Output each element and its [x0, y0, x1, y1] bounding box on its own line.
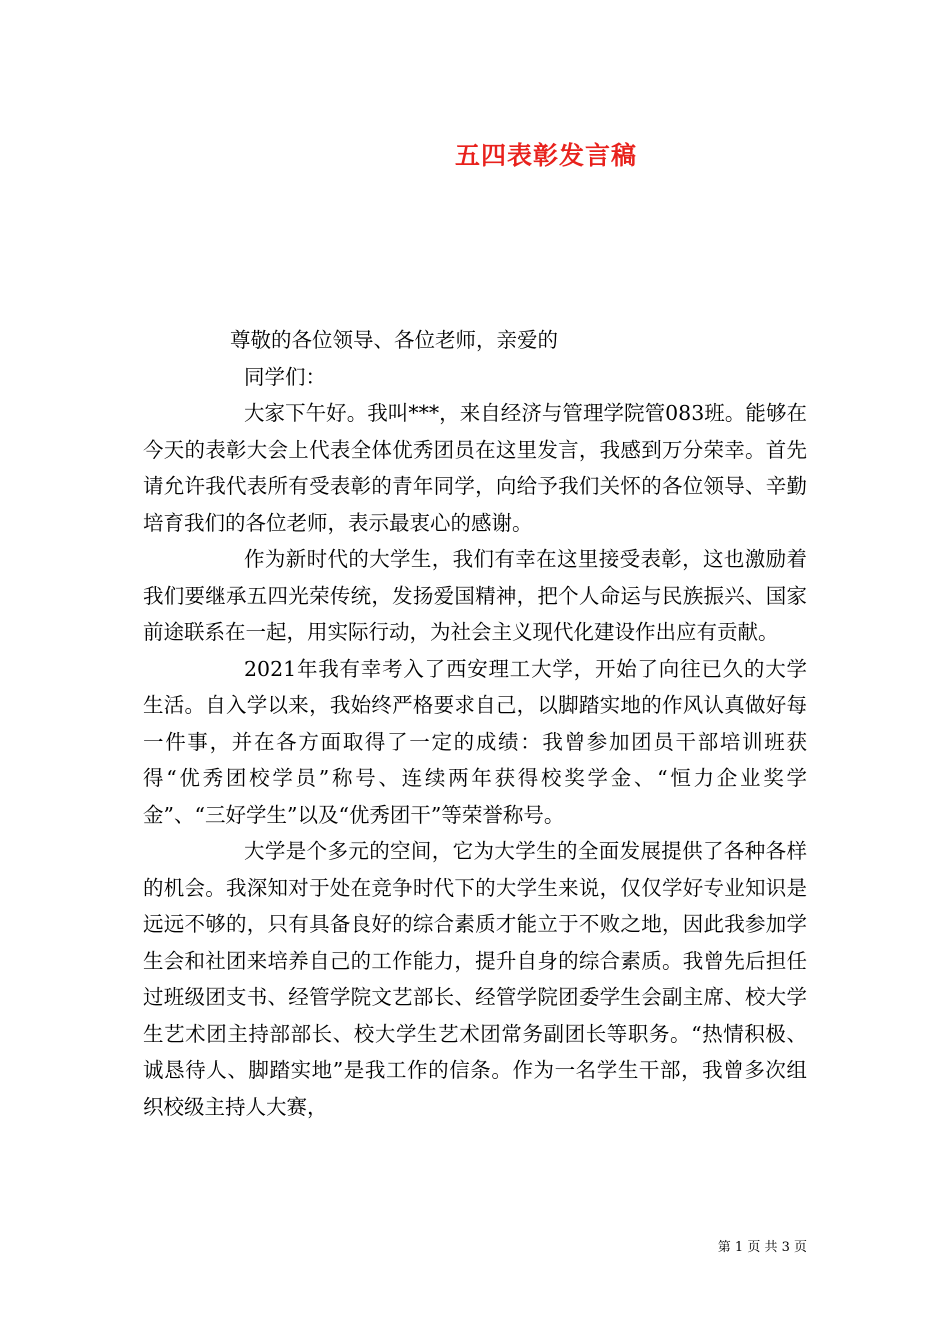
document-body: [143, 322, 807, 1125]
salutation-line-1: 尊敬的各位领导、各位老师，亲爱的: [230, 328, 558, 352]
paragraph-2: 作为新时代的大学生，我们有幸在这里接受表彰，这也激励着我们要继承五四光荣传统，发扬爱国精神，把个人命运与民族振兴、国家前途联系在一起，用实际行动，为社会主义现代化建设作出应有贡献。: [143, 547, 807, 644]
paragraph-1: 大家下午好。我叫***，来自经济与管理学院管083班。能够在今天的表彰大会上代表全体优秀团员在这里发言，我感到万分荣幸。首先请允许我代表所有受表彰的青年同学，向给予我们关怀的各位领导、辛勤培育我们的各位老师，表示最衷心的感谢。: [143, 401, 807, 535]
paragraph-4: 大学是个多元的空间，它为大学生的全面发展提供了各种各样的机会。我深知对于处在竞争时代下的大学生来说，仅仅学好专业知识是远远不够的，只有具备良好的综合素质才能立于不败之地，因此我参加学生会和社团来培养自己的工作能力，提升自身的综合素质。我曾先后担任过班级团支书、经管学院文艺部长、经管学院团委学生会副主席、校大学生艺术团主持部部长、校大学生艺术团常务副团长等职务。“热情积极、诚恳待人、脚踏实地”是我工作的信条。作为一名学生干部，我曾多次组织校级主持人大赛，: [143, 839, 807, 1119]
paragraph-3: 2021年我有幸考入了西安理工大学，开始了向往已久的大学生活。自入学以来，我始终严格要求自己，以脚踏实地的作风认真做好每一件事，并在各方面取得了一定的成绩：我曾参加团员干部培训班获得“优秀团校学员”称号、连续两年获得校奖学金、“恒力企业奖学金”、“三好学生”以及“优秀团干”等荣誉称号。: [143, 656, 807, 827]
salutation-line-2: 同学们：: [244, 364, 326, 389]
page-number: 第 1 页 共 3 页: [717, 1240, 807, 1255]
document-title: 五四表彰发言稿: [454, 141, 637, 170]
